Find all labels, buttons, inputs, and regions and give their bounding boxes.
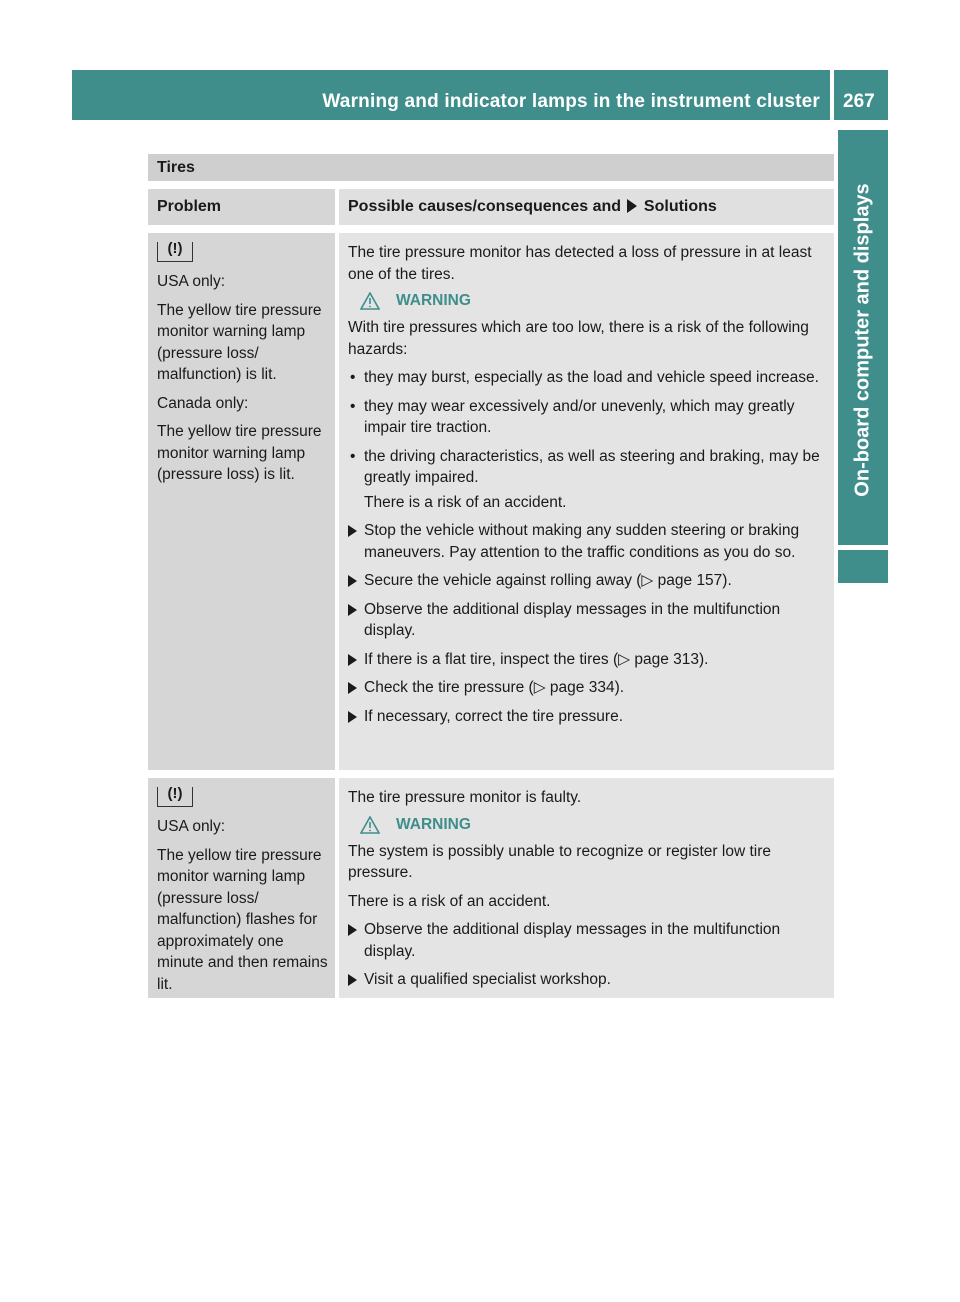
warning-triangle-icon (360, 816, 380, 834)
step-arrow-icon (348, 974, 357, 986)
usa-text: The yellow tire pressure monitor warning lamp (pressure loss/ malfunction) flashes for approximately one minute and then remains lit. (157, 846, 328, 993)
table-title: Tires (148, 154, 834, 181)
usa-label: USA only: (157, 818, 226, 835)
solution-cell (339, 233, 834, 770)
warning-text: The system is possibly unable to recognize or register low tire pressure. (348, 842, 771, 881)
solution-cell (339, 778, 834, 998)
solution-step: Observe the additional display messages in the multifunction display. (348, 919, 828, 962)
solution-step: Secure the vehicle against rolling away (▷ page 157). (348, 570, 828, 592)
solution-step: If necessary, correct the tire pressure. (348, 706, 828, 728)
step-arrow-icon (348, 604, 357, 616)
step-arrow-icon (348, 924, 357, 936)
header-title: Warning and indicator lamps in the instrument cluster (322, 91, 820, 112)
header-problem: Problem (148, 189, 335, 225)
hazard-bullet: • they may wear excessively and/or unevenly, which may greatly impair tire traction. (348, 396, 828, 439)
arrow-icon (627, 199, 637, 213)
problem-cell (148, 778, 335, 998)
canada-label: Canada only: (157, 394, 249, 412)
page-number-text: 267 (843, 91, 875, 112)
solution-step: Check the tire pressure (▷ page 334). (348, 677, 828, 699)
table-row (148, 778, 834, 998)
tire-pressure-warning-icon: (!) (157, 242, 193, 262)
solution-step: Visit a qualified specialist workshop. (348, 969, 828, 991)
side-tab-marker (838, 550, 888, 583)
warning-label: WARNING (396, 292, 471, 309)
tire-pressure-warning-icon: (!) (157, 787, 193, 807)
warning-heading (360, 292, 828, 310)
page-header (72, 70, 830, 120)
header-solutions (339, 189, 834, 225)
cause-text: The tire pressure monitor is faulty. (348, 789, 582, 806)
step-arrow-icon (348, 654, 357, 666)
solution-step: Stop the vehicle without making any sudden steering or braking maneuvers. Pay attention to the traffic conditions as you do so. (348, 520, 828, 563)
tires-table (148, 154, 834, 998)
canada-text: The yellow tire pressure monitor warning lamp (pressure loss) is lit. (157, 423, 322, 483)
hazard-bullet: • they may burst, especially as the load and vehicle speed increase. (348, 367, 828, 389)
warning-heading (360, 816, 828, 834)
step-arrow-icon (348, 575, 357, 587)
problem-cell (148, 233, 335, 770)
solution-step: If there is a flat tire, inspect the tires (▷ page 313). (348, 649, 828, 671)
header-solutions-post: Solutions (643, 198, 717, 215)
step-arrow-icon (348, 682, 357, 694)
table-row (148, 233, 834, 770)
hazard-bullet: • the driving characteristics, as well as steering and braking, may be greatly impaired. (348, 446, 828, 489)
warning-triangle-icon (360, 292, 380, 310)
step-arrow-icon (348, 711, 357, 723)
solution-step: Observe the additional display messages in the multifunction display. (348, 599, 828, 642)
warning-label: WARNING (396, 815, 471, 833)
usa-text: The yellow tire pressure monitor warning lamp (pressure loss/ malfunction) is lit. (157, 301, 322, 383)
page-number (834, 70, 888, 120)
table-header-row (148, 189, 834, 225)
step-arrow-icon (348, 525, 357, 537)
risk-text: There is a risk of an accident. (348, 892, 551, 910)
header-solutions-pre: Possible causes/consequences and (348, 198, 622, 215)
cause-text: The tire pressure monitor has detected a loss of pressure in at least one of the tires. (348, 244, 812, 283)
usa-label: USA only: (157, 273, 226, 290)
risk-text: There is a risk of an accident. (364, 493, 567, 511)
side-tab-label: On-board computer and displays (851, 183, 874, 497)
warning-text: With tire pressures which are too low, there is a risk of the following hazards: (348, 319, 809, 358)
